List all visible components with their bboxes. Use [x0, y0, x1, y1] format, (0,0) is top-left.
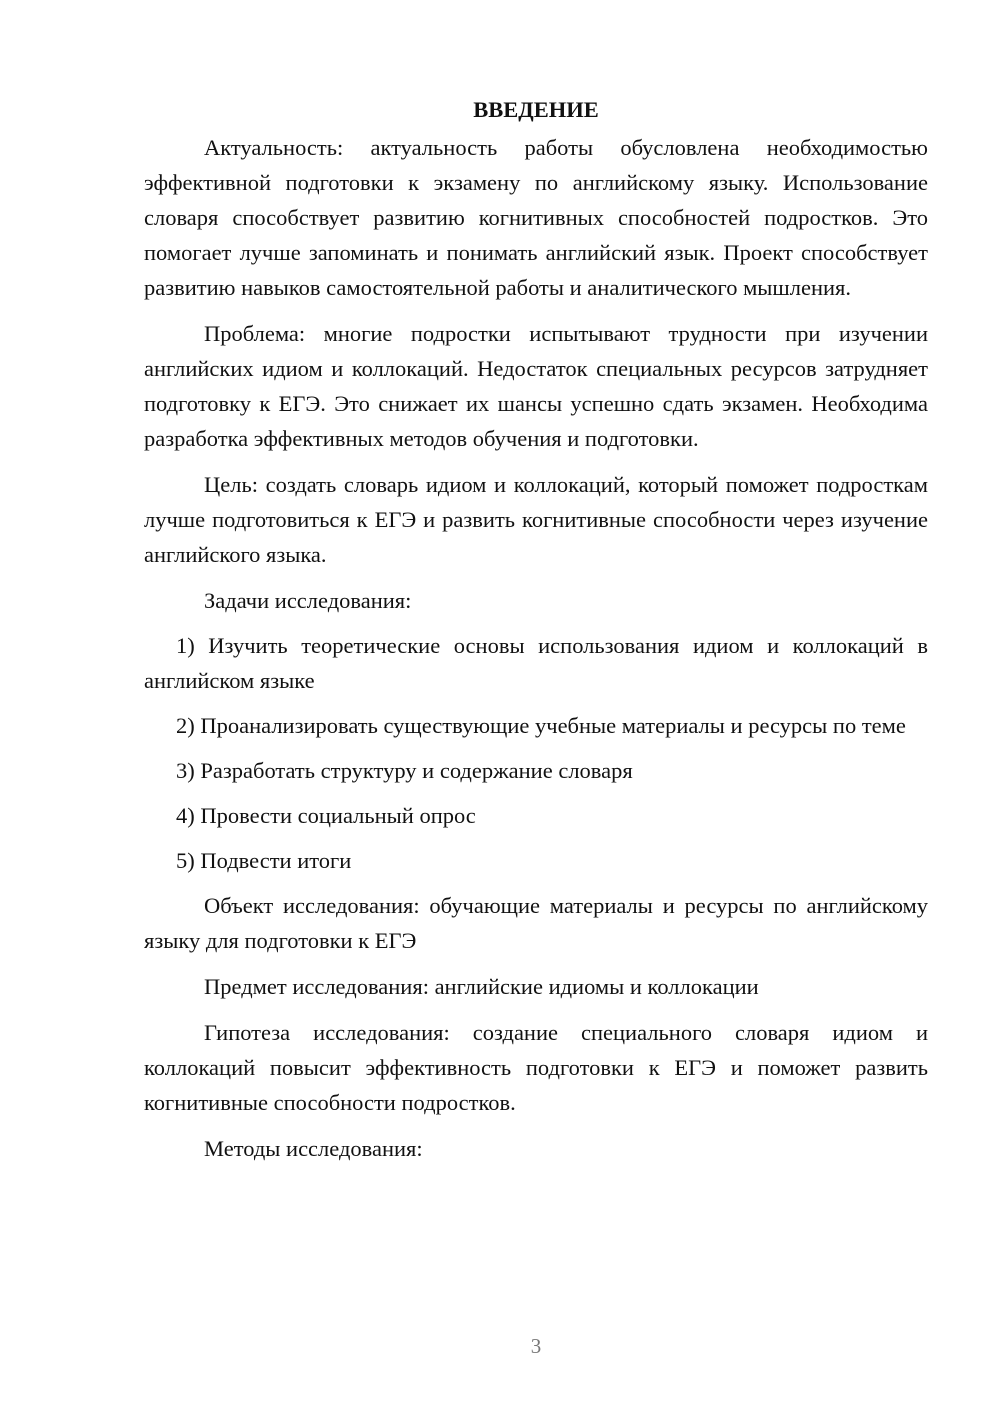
- task-item: 5) Подвести итоги: [176, 848, 352, 873]
- task-item: 3) Разработать структуру и содержание словаря: [176, 758, 633, 783]
- document-page: [144, 92, 928, 1177]
- task-item: 1) Изучить теоретические основы использования идиом и коллокаций в английском языке: [144, 633, 928, 693]
- task-item: 4) Провести социальный опрос: [176, 803, 476, 828]
- paragraph-tasks-heading: Задачи исследования:: [204, 588, 412, 613]
- paragraph-relevance: Актуальность: актуальность работы обусловлена необходимостью эффективной подготовки к экзамену по английскому языку. Использование словаря способствует развитию когнитивных способностей подростков. Это помогает лучше запоминать и понимать английский язык. Проект способствует развитию навыков самостоятельной работы и аналитического мышления.: [144, 135, 928, 300]
- paragraph-methods: Методы исследования:: [204, 1136, 423, 1161]
- tasks-list: [144, 628, 928, 878]
- task-item: 2) Проанализировать существующие учебные материалы и ресурсы по теме: [176, 713, 906, 738]
- paragraph-subject: Предмет исследования: английские идиомы и коллокации: [204, 974, 759, 999]
- paragraph-hypothesis: Гипотеза исследования: создание специального словаря идиом и коллокаций повысит эффективность подготовки к ЕГЭ и поможет развить когнитивные способности подростков.: [144, 1020, 928, 1115]
- page-number: 3: [530, 1334, 542, 1358]
- paragraph-goal: Цель: создать словарь идиом и коллокаций, который поможет подросткам лучше подготовиться к ЕГЭ и развить когнитивные способности через изучение английского языка.: [144, 472, 928, 567]
- paragraph-problem: Проблема: многие подростки испытывают трудности при изучении английских идиом и коллокаций. Недостаток специальных ресурсов затрудняет подготовку к ЕГЭ. Это снижает их шансы успешно сдать экзамен. Необходима разработка эффективных методов обучения и подготовки.: [144, 321, 928, 451]
- paragraph-object: Объект исследования: обучающие материалы и ресурсы по английскому языку для подготовки к ЕГЭ: [144, 893, 928, 953]
- section-title: ВВЕДЕНИЕ: [473, 97, 599, 122]
